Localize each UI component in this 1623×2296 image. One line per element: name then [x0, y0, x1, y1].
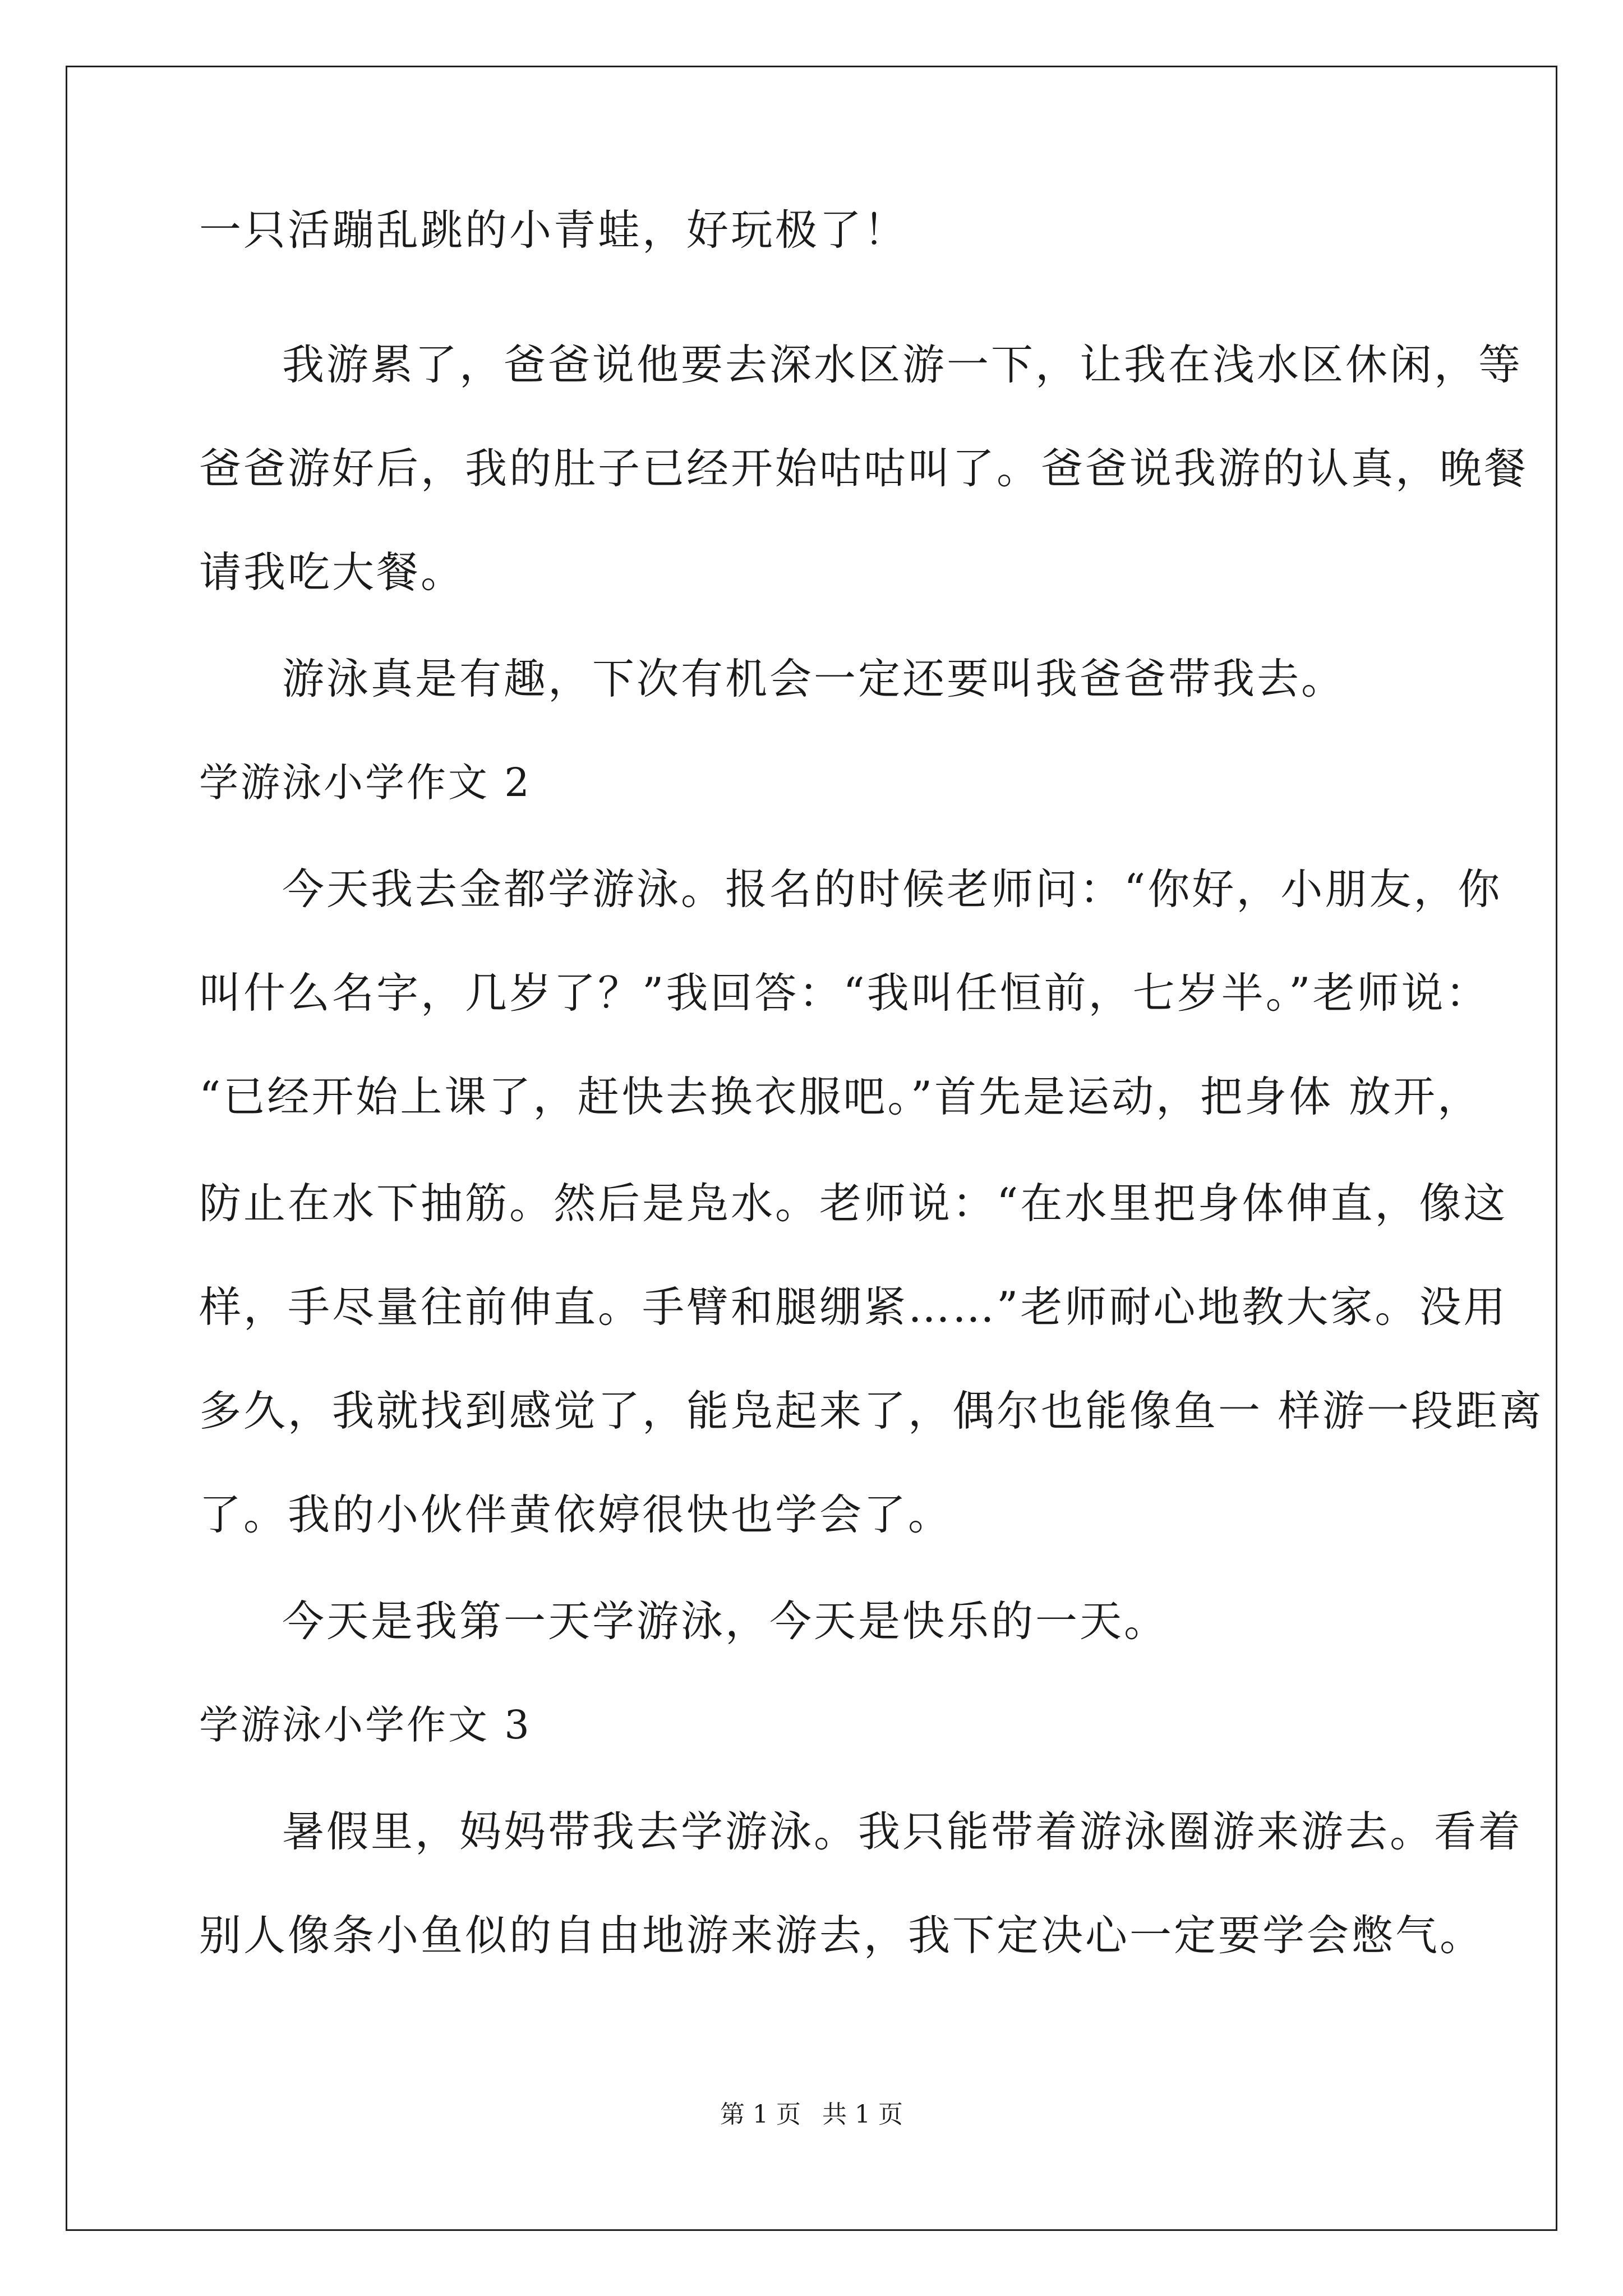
paragraph-line: 游泳真是有趣，下次有机会一定还要叫我爸爸带我去。 [282, 654, 1346, 703]
text-line: 叫什么名字，几岁了？”我回答：“我叫任恒前，七岁半。”老师说： [199, 968, 1490, 1018]
section-heading: 学游泳小学作文 2 [199, 760, 532, 806]
page-footer [0, 2098, 1623, 2132]
text-line: 多久，我就找到感觉了，能凫起来了，偶尔也能像鱼一 样游一段距离 [199, 1386, 1544, 1435]
paragraph-line: 暑假里，妈妈带我去学游泳。我只能带着游泳圈游来游去。看着 [282, 1807, 1523, 1856]
paragraph-line: 今天我去金都学游泳。报名的时候老师问：“你好，小朋友，你 [282, 864, 1502, 914]
page-total: 共 1 页 [822, 2100, 903, 2129]
text-line: “已经开始上课了，赶快去换衣服吧。”首先是运动，把身体 放开， [199, 1072, 1482, 1121]
paragraph-line: 我游累了，爸爸说他要去深水区游一下，让我在浅水区休闲，等 [282, 340, 1523, 389]
text-line: 爸爸游好后，我的肚子已经开始咕咕叫了。爸爸说我游的认真，晚餐 [199, 444, 1529, 493]
text-line: 请我吃大餐。 [199, 547, 465, 597]
text-line: 防止在水下抽筋。然后是凫水。老师说：“在水里把身体伸直，像这 [199, 1179, 1508, 1228]
text-line: 别人像条小鱼似的自由地游来游去，我下定决心一定要学会憋气。 [199, 1911, 1484, 1960]
paragraph-line: 今天是我第一天学游泳，今天是快乐的一天。 [282, 1596, 1169, 1646]
page-number: 第 1 页 [720, 2100, 801, 2129]
text-line: 一只活蹦乱跳的小青蛙，好玩极了！ [199, 205, 909, 255]
section-heading: 学游泳小学作文 3 [199, 1702, 532, 1748]
text-line: 了。我的小伙伴黄依婷很快也学会了。 [199, 1490, 953, 1539]
text-line: 样，手尽量往前伸直。手臂和腿绷紧……”老师耐心地教大家。没用 [199, 1282, 1508, 1332]
